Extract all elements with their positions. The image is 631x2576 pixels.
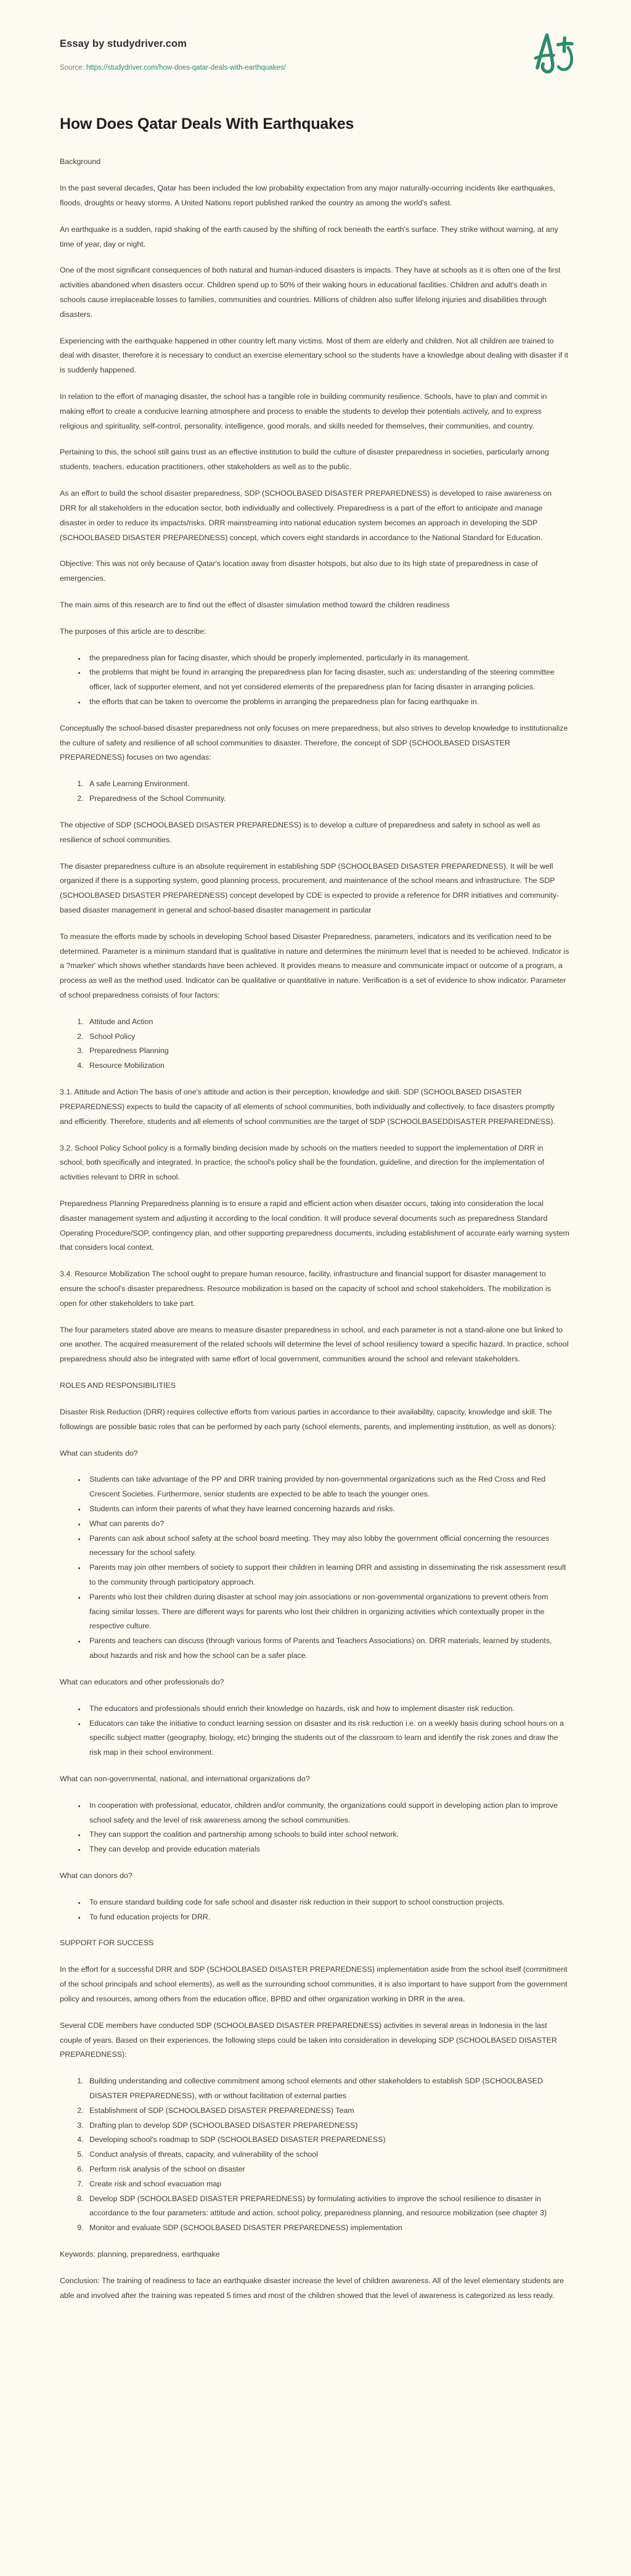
list-item: 8. Develop SDP (SCHOOLBASED DISASTER PREPAREDNESS) by formulating activities to improve the school resilience to disaster in accordance to the four parameters: attitude and action, school policy, preparedness planning, and resource mobilization (see chapter 3) — [86, 2192, 569, 2221]
agendas-list — [60, 777, 569, 806]
educators-list — [60, 1702, 569, 1760]
list-item: 4. Developing school's roadmap to SDP (SCHOOLBASED DISASTER PREPAREDNESS) — [86, 2133, 569, 2147]
page-title: How Does Qatar Deals With Earthquakes — [60, 115, 354, 133]
keywords-line: Keywords: planning, preparedness, earthquake — [60, 2250, 220, 2259]
question-educators: What can educators and other professionals do? — [60, 1677, 224, 1686]
question-ngos: What can non-governmental, national, and international organizations do? — [60, 1774, 310, 1783]
list-item: 1. A safe Learning Environment. — [86, 777, 569, 792]
paragraph-16: 3.2. School Policy School policy is a formally binding decision made by schools on the matters needed to support the implementation of DRR in school, both specifically and integrated. In practice, the school's policy shall be the foundation, guideline, and direction for the implementation of activities relevant to DRR in school. — [60, 1143, 545, 1182]
list-item: • the efforts that can be taken to overcome the problems in arranging the preparedness plan for facing earthquake in. — [86, 695, 569, 710]
list-item: • They can support the coalition and partnership among schools to build inter school network. — [86, 1827, 569, 1842]
paragraph-15: 3.1. Attitude and Action The basis of one's attitude and action is their perception, knowledge and skill. SDP (SCHOOLBASED DISASTER PREPAREDNESS) expects to build the capacity of all elements of school communities, both individually and collectively, to face disasters promptly and efficiently. Therefore, students and all elements of school communities are the target of SDP (SCHOOLBASEDDISASTER PREPAREDNESS). — [60, 1088, 555, 1126]
list-item: • What can parents do? — [86, 1517, 569, 1532]
students-list — [60, 1472, 569, 1663]
list-item: 2. Establishment of SDP (SCHOOLBASED DISASTER PREPAREDNESS) Team — [86, 2104, 569, 2119]
list-item: • Students can inform their parents of what they have learned concerning hazards and risks. — [86, 1502, 569, 1517]
roles-heading: ROLES AND RESPONSIBILITIES — [60, 1381, 176, 1390]
list-item: • the preparedness plan for facing disaster, which should be properly implemented, particularly in its management. — [86, 651, 569, 666]
conclusion-paragraph: Conclusion: The training of readiness to face an earthquake disaster increase the level of children awareness. All of the level elementary students are able and involved after the training was repeated 5 times and most of the children showed that the level of awareness is categorized as less ready. — [60, 2276, 564, 2300]
list-item: 9. Monitor and evaluate SDP (SCHOOLBASED DISASTER PREPAREDNESS) implementation — [86, 2221, 569, 2236]
purposes-list — [60, 651, 569, 710]
paragraph-11: Conceptually the school-based disaster preparedness not only focuses on mere preparedness, but also strives to develop knowledge to institutionalize the culture of safety and resilience of all school communities to disaster. Therefore, the concept of SDP (SCHOOLBASED DISASTER PREPAREDNESS) focuses on two agendas: — [60, 723, 568, 762]
document-content — [0, 115, 631, 2340]
paragraph-4: Experiencing with the earthquake happened in other country left many victims. Most of them are elderly and children. Not all children are trained to deal with disaster, therefore it is necessary to conduct an exercise elementary school so the students have a knowledge about dealing with disaster if it is suddenly happened. — [60, 336, 569, 375]
paragraph-1: In the past several decades, Qatar has been included the low probability expectation from any major naturally-occurring incidents like earthquakes, floods, droughts or heavy storms. A United Nations report published ranked the country as among the world's safest. — [60, 184, 555, 207]
list-item: • Students can take advantage of the PP and DRR training provided by non-governmental organizations such as the Red Cross and Red Crescent Societies. Furthermore, senior students are expected to be able to teach the younger ones. — [86, 1472, 569, 1502]
paragraph-19: The four parameters stated above are means to measure disaster preparedness in school, and each parameter is not a stand-alone one but linked to one another. The acquired measurement of the related schools will determine the level of school resiliency toward a specific hazard. In practice, school preparedness should also be integrated with same effort of local government, communities around the school and relevant stakeholders. — [60, 1325, 569, 1364]
document-header — [0, 0, 631, 76]
list-item: • Parents may join other members of society to support their children in learning DRR and assisting in disseminating the risk assessment result to the community through participatory approach. — [86, 1561, 569, 1590]
paragraph-9: The main aims of this research are to find out the effect of disaster simulation method toward the children readiness — [60, 600, 450, 609]
list-item: • Parents who lost their children during disaster at school may join associations or non-governmental organizations to prevent others from facing similar losses. There are different ways for parents who lost their children in organizing activities which contextually proper in the respective culture. — [86, 1590, 569, 1634]
source-label: Source: — [60, 64, 84, 72]
paragraph-2: An earthquake is a sudden, rapid shaking of the earth caused by the shifting of rock beneath the earth's surface. They strike without warning, at any time of year, day or night. — [60, 224, 558, 248]
list-item: 3. Drafting plan to develop SDP (SCHOOLBASED DISASTER PREPAREDNESS) — [86, 2119, 569, 2133]
list-item: • To fund education projects for DRR. — [86, 1910, 569, 1925]
list-item: • Parents can ask about school safety at the school board meeting. They may also lobby the government official concerning the resources necessary for the school safety. — [86, 1532, 569, 1561]
paragraph-17: Preparedness Planning Preparedness planning is to ensure a rapid and efficient action when disaster occurs, taking into consideration the local disaster management system and adjusting it according to the local condition. It will produce several documents such as preparedness Standard Operating Procedure/SOP, contingency plan, and other supporting preparedness documents, including establishment of accurate early warning system that considers local context. — [60, 1199, 569, 1252]
list-item: 1. Attitude and Action — [86, 1015, 569, 1030]
list-item: • the problems that might be found in arranging the preparedness plan for facing disaster, such as: understanding of the steering committee officer, lack of supporter element, and not yet considered elements of the preparedness plan for facing disaster in arranging policies. — [86, 665, 569, 695]
paragraph-7: As an effort to build the school disaster preparedness, SDP (SCHOOLBASED DISASTER PREPAREDNESS) is developed to raise awareness on DRR for all stakeholders in the education sector, both individually and collectively. Preparedness is a part of the effort to anticipate and manage disaster in order to reduce its impacts/risks. DRR mainstreaming into national education system becomes an approach in developing the SDP (SCHOOLBASED DISASTER PREPAREDNESS) concept, which covers eight standards in accordance to the National Standard for Education. — [60, 489, 552, 542]
factors-list — [60, 1015, 569, 1073]
support-heading: SUPPORT FOR SUCCESS — [60, 1938, 154, 1948]
paragraph-21: In the effort for a successful DRR and SDP (SCHOOLBASED DISASTER PREPAREDNESS) implementation aside from the school itself (commitment of the school principals and school elements), as well as the surrounding school communities, it is also important to have support from the government policy and resources, among others from the education office, BPBD and other organization working in DRR in the area. — [60, 1965, 568, 2003]
list-item: 4. Resource Mobilization — [86, 1059, 569, 1073]
header-left — [60, 32, 286, 73]
paragraph-14: To measure the efforts made by schools in developing School based Disaster Preparedness, parameters, indicators and its verification need to be determined. Parameter is a minimum standard that is qualitative in nature and determines the minimum level that is needed to be achieved. Indicator is a ?marker' which shows whether standards have been achieved. It provides means to measure and communicate impact or outcome of a program, a process as well as the method used. Indicator can be qualitative or quantitative in nature. Verification is a set of evidence to show indicator. Parameter of school preparedness consists of four factors: — [60, 932, 569, 999]
paragraph-13: The disaster preparedness culture is an absolute requirement in establishing SDP (SCHOOLBASED DISASTER PREPAREDNESS). It will be well organized if there is a supporting system, good planning process, procurement, and maintenance of the school means and infrastructure. The SDP (SCHOOLBASED DISASTER PREPAREDNESS) concept developed by CDE is expected to provide a reference for DRR initiatives and community-based disaster management in general and school-based disaster management in particular — [60, 861, 560, 914]
paragraph-5: In relation to the effort of managing disaster, the school has a tangible role in building community resilience. Schools, have to plan and commit in making effort to create a conducive learning atmosphere and process to enable the students to develop their potentials actively, and to express religious and spirituality, self-control, personality, intelligence, good morals, and skills needed for themselves, their communities, and country. — [60, 392, 547, 430]
list-item: • They can develop and provide education materials — [86, 1842, 569, 1857]
donors-list — [60, 1895, 569, 1925]
list-item: 7. Create risk and school evacuation map — [86, 2177, 569, 2192]
objective-paragraph: Objective: This was not only because of Qatar's location away from disaster hotspots, but also due to its high state of preparedness in case of emergencies. — [60, 559, 538, 583]
list-item: • In cooperation with professional, educator, children and/or community, the organizations could support in developing action plan to improve school safety and the level of risk awareness among the school communities. — [86, 1799, 569, 1828]
paragraph-6: Pertaining to this, the school still gains trust as an effective institution to build the culture of disaster preparedness in societies, particularly among students, teachers, education practitioners, other stakeholders as well as to the public. — [60, 448, 549, 472]
list-item: 5. Conduct analysis of threats, capacity, and vulnerability of the school — [86, 2147, 569, 2162]
list-item: • Parents and teachers can discuss (through various forms of Parents and Teachers Associations) on. DRR materials, learned by students, about hazards and risk and how the school can be a safer place. — [86, 1634, 569, 1663]
paragraph-3: One of the most significant consequences of both natural and human-induced disasters is impacts. They have at schools as it is often one of the first activities abandoned when disasters occur. Children spend up to 50% of their waking hours in educational facilities. Children and adult's death in schools cause irreplaceable losses to families, communities and countries. Millions of children also suffer lifelong injuries and disabilities through disasters. — [60, 266, 561, 319]
background-heading: Background — [60, 157, 101, 166]
question-donors: What can donors do? — [60, 1871, 132, 1880]
list-item: 2. Preparedness of the School Community. — [86, 792, 569, 806]
list-item: 2. School Policy — [86, 1030, 569, 1044]
steps-list — [60, 2074, 569, 2236]
paragraph-12: The objective of SDP (SCHOOLBASED DISASTER PREPAREDNESS) is to develop a culture of preparedness and safety in school as well as resilience of school communities. — [60, 820, 540, 844]
list-item: 1. Building understanding and collective commitment among school elements and other stakeholders to establish SDP (SCHOOLBASED DISASTER PREPAREDNESS), with or without facilitation of external parties — [86, 2074, 569, 2104]
source-url-link[interactable]: https://studydriver.com/how-does-qatar-deals-with-earthquakes/ — [86, 64, 286, 72]
paragraph-22: Several CDE members have conducted SDP (SCHOOLBASED DISASTER PREPAREDNESS) activities in several areas in Indonesia in the last couple of years. Based on their experiences, the following steps could be taken into consideration in developing SDP (SCHOOLBASED DISASTER PREPAREDNESS): — [60, 2020, 557, 2059]
list-item: • The educators and professionals should enrich their knowledge on hazards, risk and how to implement disaster risk reduction. — [86, 1702, 569, 1717]
paragraph-18: 3.4. Resource Mobilization The school ought to prepare human resource, facility, infrastructure and financial support for disaster management to ensure the school's disaster preparedness. Resource mobilization is based on the capacity of school and school stakeholders. The mobilization is open for other stakeholders to take part. — [60, 1270, 551, 1308]
list-item: • To ensure standard building code for safe school and disaster risk reduction in their support to school construction projects. — [86, 1895, 569, 1910]
essay-by-label: Essay by studydriver.com — [60, 38, 187, 49]
source-line — [60, 64, 286, 73]
a-plus-logo-icon — [531, 28, 579, 76]
list-item: 3. Preparedness Planning — [86, 1044, 569, 1059]
paragraph-20: Disaster Risk Reduction (DRR) requires collective efforts from various parties in accordance to their availability, capacity, knowledge and skill. The followings are possible basic roles that can be performed by each party (school elements, parents, and implementing institution, as well as donors): — [60, 1407, 556, 1431]
list-item: • Educators can take the initiative to conduct learning session on disaster and its risk reduction i.e. on a weekly basis during school hours on a specific subject matter (geography, biology, etc) bringing the students out of the classroom to learn and identify the risk zones and draw the risk map in their school environment. — [86, 1717, 569, 1760]
purposes-intro: The purposes of this article are to describe: — [60, 626, 206, 636]
ngos-list — [60, 1799, 569, 1857]
list-item: 6. Perform risk analysis of the school on disaster — [86, 2162, 569, 2177]
question-students: What can students do? — [60, 1448, 138, 1458]
